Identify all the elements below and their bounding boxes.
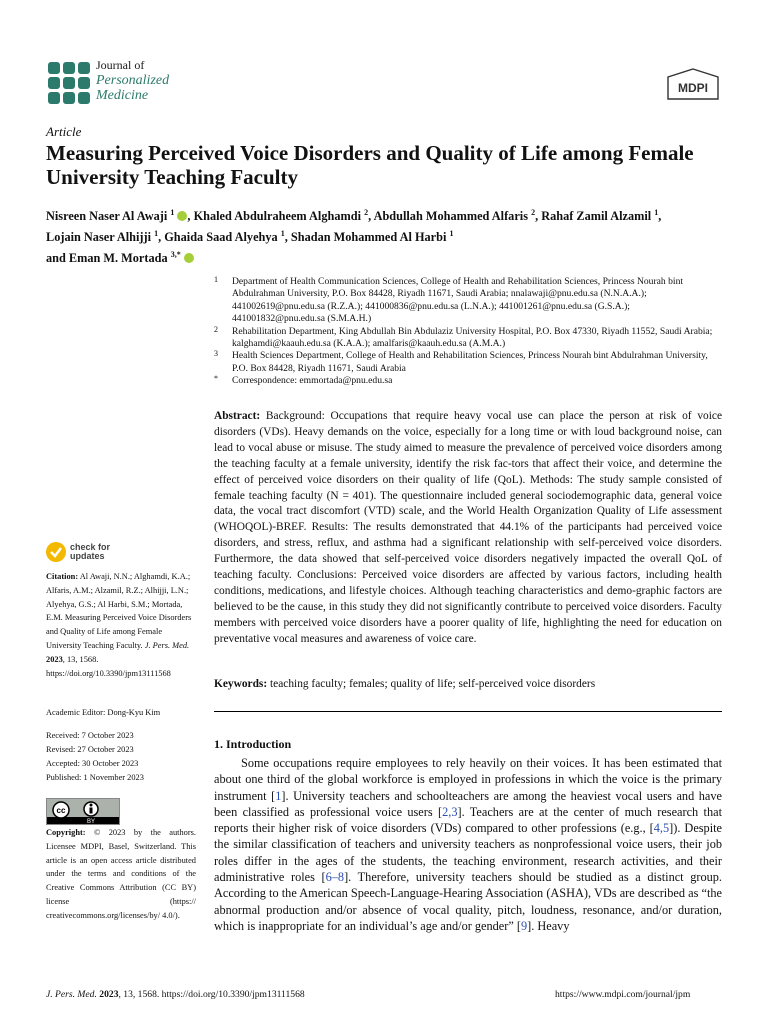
academic-editor: Academic Editor: Dong-Kyu Kim (46, 708, 161, 717)
author-separator: , (368, 209, 374, 224)
citation-link[interactable]: 4,5 (653, 821, 670, 836)
intro-text: ]. Therefore, university teachers should be studied as a distinct group. According to the American Speech-Language-Hearing Association (ASHA), VDs are described as “the abnormal production and/or absence of vocal quality, pitch, loudness, resonance, and/or duration, which is inappropriate for an individual’s age and/or gender” [ (214, 870, 722, 933)
affiliation-item (214, 350, 724, 375)
citation-link[interactable]: 2,3 (442, 804, 458, 819)
author-name: and Eman M. Mortada (46, 251, 168, 266)
article-title: Measuring Perceived Voice Disorders and Quality of Life among Female University Teaching Faculty (46, 141, 694, 189)
citation-label: Citation: (46, 572, 79, 581)
author-affiliation-mark: 2 (531, 208, 536, 217)
affiliation-text: Rehabilitation Department, King Abdullah Bin Abdulaziz University Hospital, P.O. Box 47330, Riyadh 11552, Saudi Arabia; kalghamdi@kaauh.edu.sa (K.A.A.); amalfaris@kaauh.edu.sa (A.M.A.) (232, 325, 713, 350)
author-separator: , (284, 230, 291, 245)
author-affiliation-mark: 3,* (170, 250, 181, 260)
copyright-text: © 2023 by the authors. Licensee MDPI, Basel, Switzerland. This article is an open access article distributed under the terms and conditions of the Creative Commons Attribution (CC BY) license (https:// creativecommons.org/licenses/by/ 4.0/). (46, 828, 196, 920)
affiliation-number: * (214, 374, 218, 384)
journal-name (96, 58, 169, 103)
copyright-label: Copyright: (46, 828, 86, 837)
author-name: Ghaida Saad Alyehya (164, 230, 278, 245)
footer-year: 2023 (99, 989, 119, 1000)
author-list (46, 204, 726, 267)
affiliation-number: 1 (214, 275, 218, 284)
affiliation-text: Health Sciences Department, College of Health and Rehabilitation Sciences, Princess Nourah bint Abdulrahman University, P.O. Box 84428, Riyadh 11671, Saudi Arabia (232, 350, 708, 374)
keywords-text: teaching faculty; females; quality of life; self-perceived voice disorders (267, 678, 596, 690)
citation-link[interactable]: 9 (520, 918, 528, 933)
affiliation-number: 3 (214, 349, 218, 359)
journal-logo-icon (48, 62, 90, 104)
revised-date: Revised: 27 October 2023 (46, 745, 134, 754)
author-affiliation-mark: 2 (364, 208, 369, 217)
section-divider (214, 711, 722, 712)
check-for-updates-button[interactable] (46, 542, 166, 572)
intro-text: Some occupations require employees to rely heavily on their voices. It has been estimated that about one third of the global workforce is employed in professions in which the voice is the primary instrument [ (214, 756, 722, 803)
article-type: Article (46, 124, 82, 139)
citation-text: Al Awaji, N.N.; Alghamdi, K.A.; Alfaris, A.M.; Alzamil, R.Z.; Alhijji, L.N.; Alyehya, G.S.; Al Harbi, S.M.; Mortada, E.M. Measuring Perceived Voice Disorders and Quality of Life among Female University Teaching Faculty. (46, 572, 192, 650)
mdpi-logo (666, 68, 720, 102)
affiliation-item (214, 326, 724, 351)
affiliation-item (214, 276, 724, 326)
journal-line-3: Medicine (96, 88, 149, 103)
footer-url[interactable]: https://www.mdpi.com/journal/jpm (555, 989, 691, 1000)
author-name: Lojain Naser Alhijji (46, 230, 151, 245)
cc-by-license-icon[interactable] (46, 798, 120, 825)
citation-volume: , 13, 1568. https://doi.org/10.3390/jpm13111568 (46, 654, 171, 678)
check-badge-icon (46, 542, 66, 562)
intro-text: ]. Heavy (527, 918, 570, 933)
citation-year: 2023 (46, 654, 63, 664)
accepted-date: Accepted: 30 October 2023 (46, 759, 139, 768)
affiliation-number: 2 (214, 324, 218, 334)
journal-line-2: Personalized (96, 73, 170, 88)
author-affiliation-mark: 1 (154, 229, 159, 239)
by-label: BY (86, 819, 96, 824)
check-line-1: check for (70, 542, 111, 552)
abstract-label: Abstract: (214, 410, 261, 422)
citation-link[interactable]: 6–8 (325, 870, 345, 885)
intro-text: ]). Despite the similar classification of teachers and university teachers as nonprofessional voice users, their job roles differ in the ages of the students, the teaching environment, research activities, and their administrative roles [ (214, 821, 722, 885)
footer-journal: J. Pers. Med. (46, 989, 97, 1000)
abstract (214, 409, 722, 648)
affiliations (214, 276, 724, 388)
author-name: Shadan Mohammed Al Harbi (290, 230, 447, 245)
author-name: Abdullah Mohammed Alfaris (373, 209, 528, 224)
introduction-text (214, 755, 722, 934)
keywords-label: Keywords: (214, 678, 268, 690)
intro-text: ]. University teachers and schoolteachers are among the heaviest vocal users and have been classified as professional voice users [ (214, 788, 722, 819)
keywords (214, 677, 722, 692)
cc-label: cc (56, 806, 66, 815)
abstract-text: Background: Occupations that require heavy vocal use can place the person at risk of voice disorders (VDs). Heavy demands on the voice, especially for a long time or with loud background noise, can lead to vocal abuse or misuse. The study aimed to measure the prevalence of perceived voice disorders among the teaching faculty at a female university, identify the risk fac-tors that affect their voice, and determine the effect of perceived voice disorders on their quality of life (QoL). Methods: The study sample consisted of female teaching faculty (N = 401). The questionnaire included general sociodemographic data, general voice data, the vocal tract discomfort (VTD) scale, and the World Health Organization Quality of Life assessment (WHOQOL)-BREF. Results: The results demonstrated that 44.1% of the participants had perceived voice disorders, and stress, reflux, and asthma had a significant relationship with self-perceived voice disorders. Furthermore, the data showed that self-perceived voice disorders negatively impacted the overall QoL of teaching faculty. Conclusions: Perceived voice disorders are affected by various factors, including health conditions, medications, and lifestyle choices. Although teaching characteristics and demo-graphic factors are believed to be the cause, in this study they did not significantly contribute to perceived voice disorders. Faculty members with perceived voice disorders have a poorer quality of life, highlighting the need for education on preventative vocal measures and awareness of voice care. (214, 410, 722, 645)
author-separator: , (158, 230, 165, 245)
citation-block (46, 570, 196, 680)
orcid-icon[interactable] (177, 211, 187, 221)
intro-text: ]. Teachers are at the center of much research that reports their higher risk of voice disorders (VDs) compared to other professions (e.g., [ (214, 804, 722, 836)
author-affiliation-mark: 1 (654, 208, 659, 217)
footer-doi: , 13, 1568. https://doi.org/10.3390/jpm13111568 (118, 989, 305, 1000)
author-separator: , (187, 209, 194, 224)
author-affiliation-mark: 1 (449, 229, 454, 239)
author-affiliation-mark: 1 (170, 208, 175, 217)
affiliation-text: Department of Health Communication Sciences, College of Health and Rehabilitation Sciences, Princess Nourah bint Abdulrahman University, P.O. Box 84428, Riyadh 11671, Saudi Arabia; nnalawaji@pnu.edu.sa (N.N.A.A.); 441002619@pnu.edu.sa (R.Z.A.); 441000836@pnu.edu.sa (L.N.A.); 441001261@pnu.edu.sa (G.S.A.); 441001832@pnu.edu.sa (S.M.A.H.) (232, 276, 684, 325)
footer-citation (46, 989, 305, 1000)
citation-link[interactable]: 1 (275, 788, 282, 803)
citation-journal: J. Pers. Med. (144, 640, 190, 650)
received-date: Received: 7 October 2023 (46, 731, 134, 740)
journal-line-1: Journal of (96, 58, 145, 72)
publisher-label: MDPI (678, 81, 708, 95)
orcid-icon[interactable] (184, 253, 194, 263)
mdpi-logo-icon (666, 68, 720, 102)
published-date: Published: 1 November 2023 (46, 773, 144, 782)
author-separator: , (658, 209, 662, 224)
copyright-notice (46, 826, 196, 923)
affiliation-item (214, 375, 724, 387)
check-line-2: updates (70, 551, 105, 561)
author-separator: , (535, 209, 542, 224)
section-title: 1. Introduction (214, 737, 292, 751)
author-name: Rahaf Zamil Alzamil (541, 209, 652, 224)
affiliation-text: Correspondence: emmortada@pnu.edu.sa (232, 375, 393, 387)
author-name: Nisreen Naser Al Awaji (46, 209, 168, 224)
author-name: Khaled Abdulraheem Alghamdi (193, 209, 361, 224)
author-affiliation-mark: 1 (280, 229, 285, 239)
